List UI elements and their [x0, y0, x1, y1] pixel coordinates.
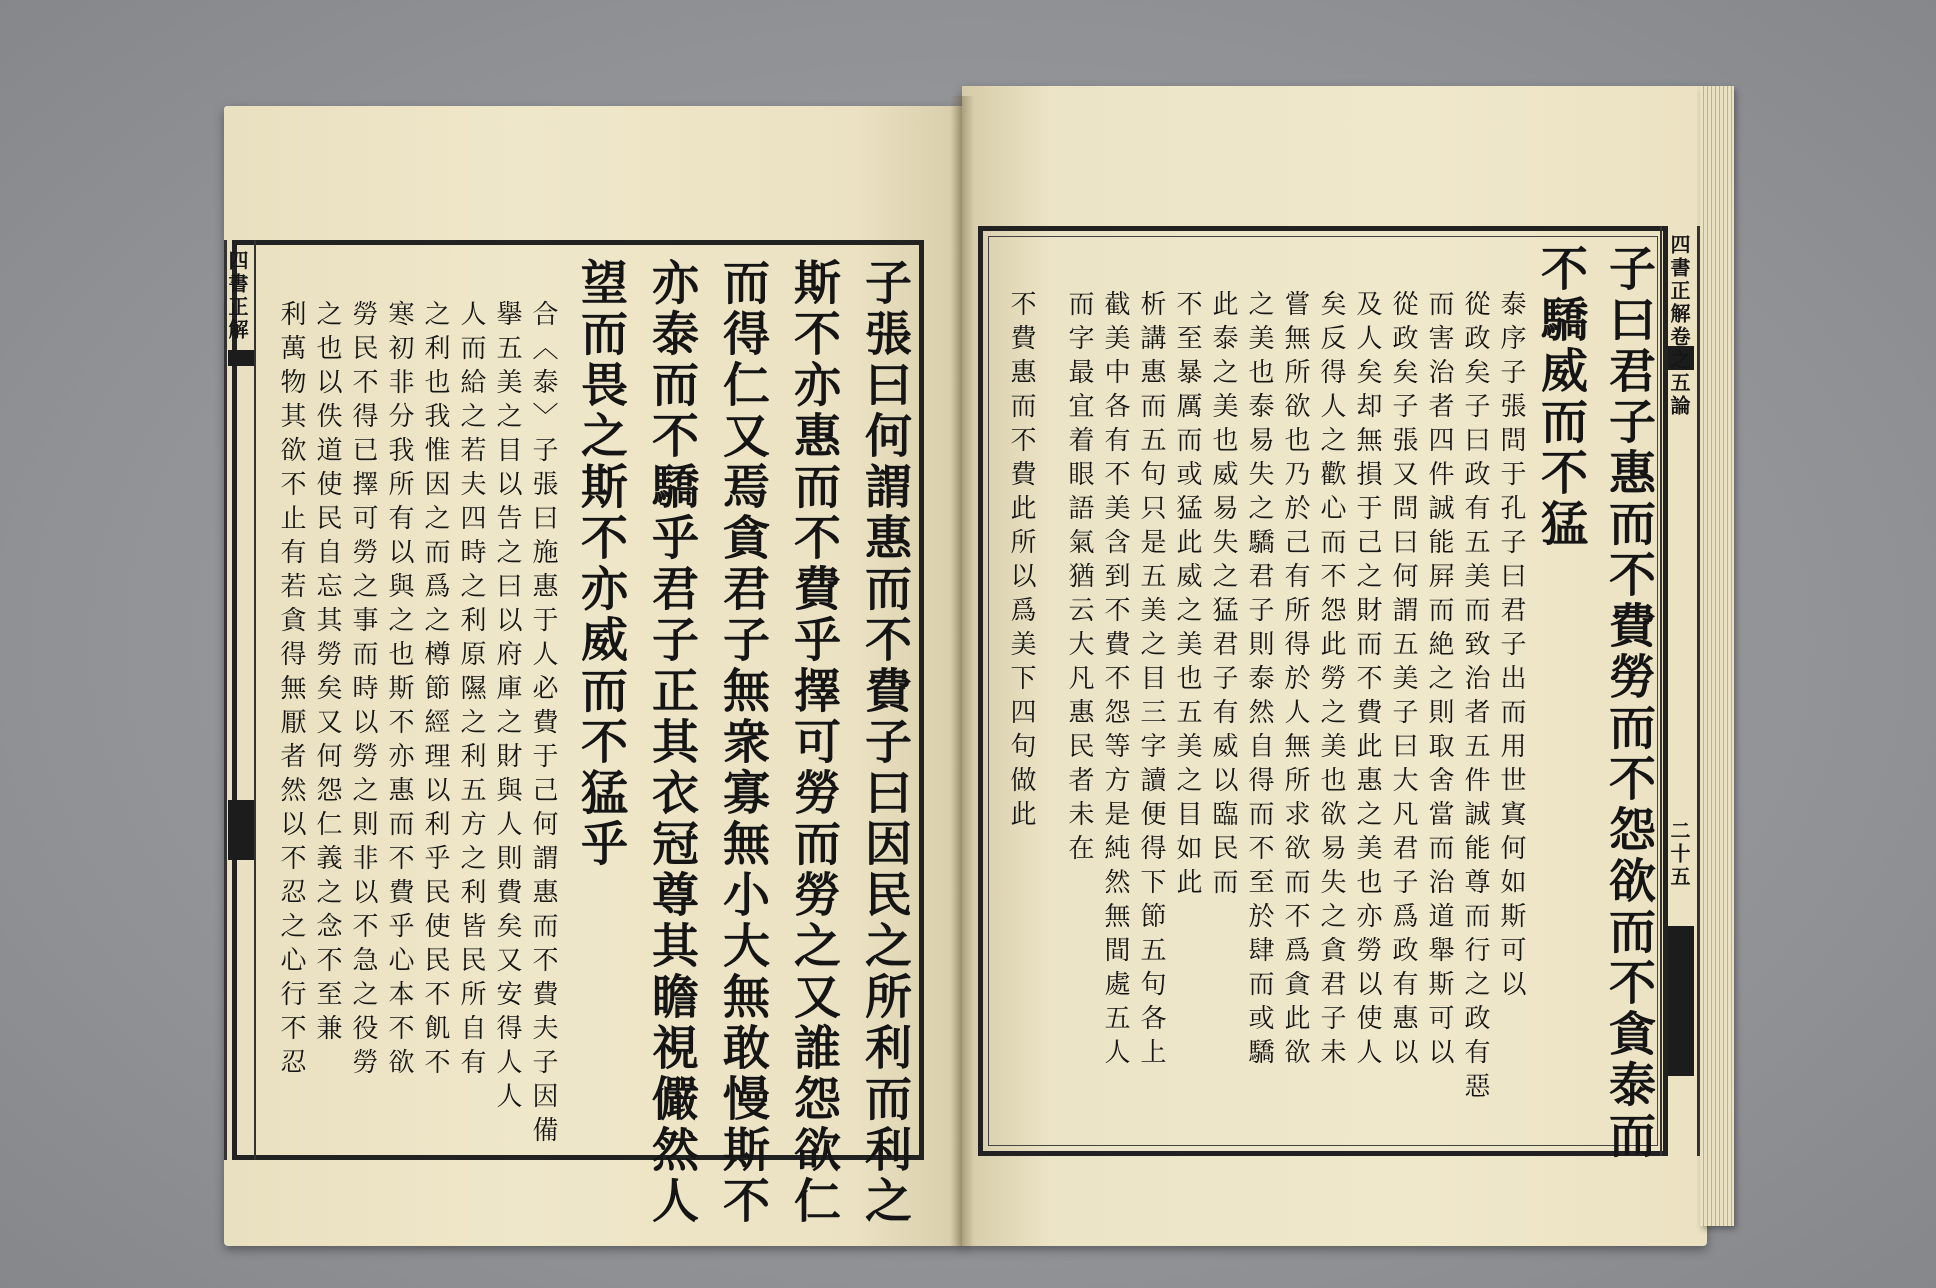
left-commentary-line-7: 之也以佚道使民自忘其勞矣又何怨仁義之念不至兼: [312, 300, 342, 1048]
fishtail-mark: [228, 800, 254, 860]
left-commentary-line-6: 勞民不得已擇可勞之事而時以勞之則非以不急之役勞: [348, 300, 378, 1082]
right-commentary-line-4: 從政矣子張又問曰何謂五美子曰大凡君子爲政有惠以: [1388, 290, 1418, 1072]
fishtail-mark: [1668, 926, 1694, 1076]
right-main-text-line-2: 不驕威而不猛: [1533, 244, 1588, 550]
left-main-text-line-1: 子張曰何謂惠而不費子曰因民之所利而利之: [857, 258, 912, 1227]
left-commentary-line-3: 人而給之若夫四時之利原隰之利五方之利皆民所自有: [456, 300, 486, 1082]
right-commentary-line-2: 從政矣子曰政有五美而致治者五件誠能尊而行之政有惡: [1460, 290, 1490, 1106]
right-commentary-line-5: 及人矣却無損于己之財而不費此惠之美也亦勞以使人: [1352, 290, 1382, 1072]
right-commentary-line-14: 不費惠而不費此所以爲美下四句做此: [1006, 290, 1036, 834]
right-commentary-line-13: 而字最宜着眼語氣猶云大凡惠民者未在: [1064, 290, 1094, 868]
right-main-text-line-1: 子曰君子惠而不費勞而不怨欲而不貪泰而: [1601, 244, 1656, 1162]
right-commentary-line-3: 而害治者四件誠能屛而絶之則取舍當而治道舉斯可以: [1424, 290, 1454, 1072]
right-commentary-line-6: 矣反得人之歡心而不怨此勞之美也欲易失之貪君子未: [1316, 290, 1346, 1072]
left-main-text-line-5: 望而畏之斯不亦威而不猛乎: [573, 258, 628, 870]
page-edges: [1700, 86, 1734, 1226]
right-commentary-line-1: 泰序子張問于孔子曰君子出而用世寘何如斯可以: [1496, 290, 1526, 1004]
left-commentary-line-4: 之利也我惟因之而爲之樽節經理以利乎民使民不飢不: [420, 300, 450, 1082]
left-commentary-line-1: 合〈泰〉子張曰施惠于人必費于己何謂惠而不費夫子因備: [528, 300, 558, 1150]
right-commentary-line-9: 此泰之美也威易失之猛君子有威以臨民而: [1208, 290, 1238, 902]
left-main-text-line-4: 亦泰而不驕乎君子正其衣冠尊其瞻視儼然人: [644, 258, 699, 1227]
left-commentary-line-2: 擧五美之目以告之曰以府庫之財與人則費矣又安得人人: [492, 300, 522, 1116]
left-main-text-line-3: 而得仁又焉貪君子無衆寡無小大無敢慢斯不: [715, 258, 770, 1227]
page-number: 二十五: [1667, 820, 1691, 889]
right-commentary-line-8: 之美也泰易失之驕君子則泰然自得而不至於肆而或驕: [1244, 290, 1274, 1072]
book-gutter: [950, 96, 974, 1246]
left-commentary-line-8: 利萬物其欲不止有若貪得無厭者然以不忍之心行不忍: [276, 300, 306, 1082]
right-commentary-line-11: 析講惠而五句只是五美之目三字讀便得下節五句各上: [1136, 290, 1166, 1072]
right-commentary-line-12: 截美中各有不美含到不費不怨等方是純然無間處五人: [1100, 290, 1130, 1072]
right-commentary-line-10: 不至暴厲而或猛此威之美也五美之目如此: [1172, 290, 1202, 902]
left-main-text-line-2: 斯不亦惠而不費乎擇可勞而勞之又誰怨欲仁: [786, 258, 841, 1227]
left-commentary-line-5: 寒初非分我所有以與之也斯不亦惠而不費乎心本不欲: [384, 300, 414, 1082]
right-commentary-line-7: 嘗無所欲也乃於己有所得於人無所求欲而不爲貪此欲: [1280, 290, 1310, 1072]
right-page-margin-label: 四書正解卷之五論: [1667, 234, 1691, 418]
left-page-margin-label: 四書正解: [225, 250, 249, 342]
